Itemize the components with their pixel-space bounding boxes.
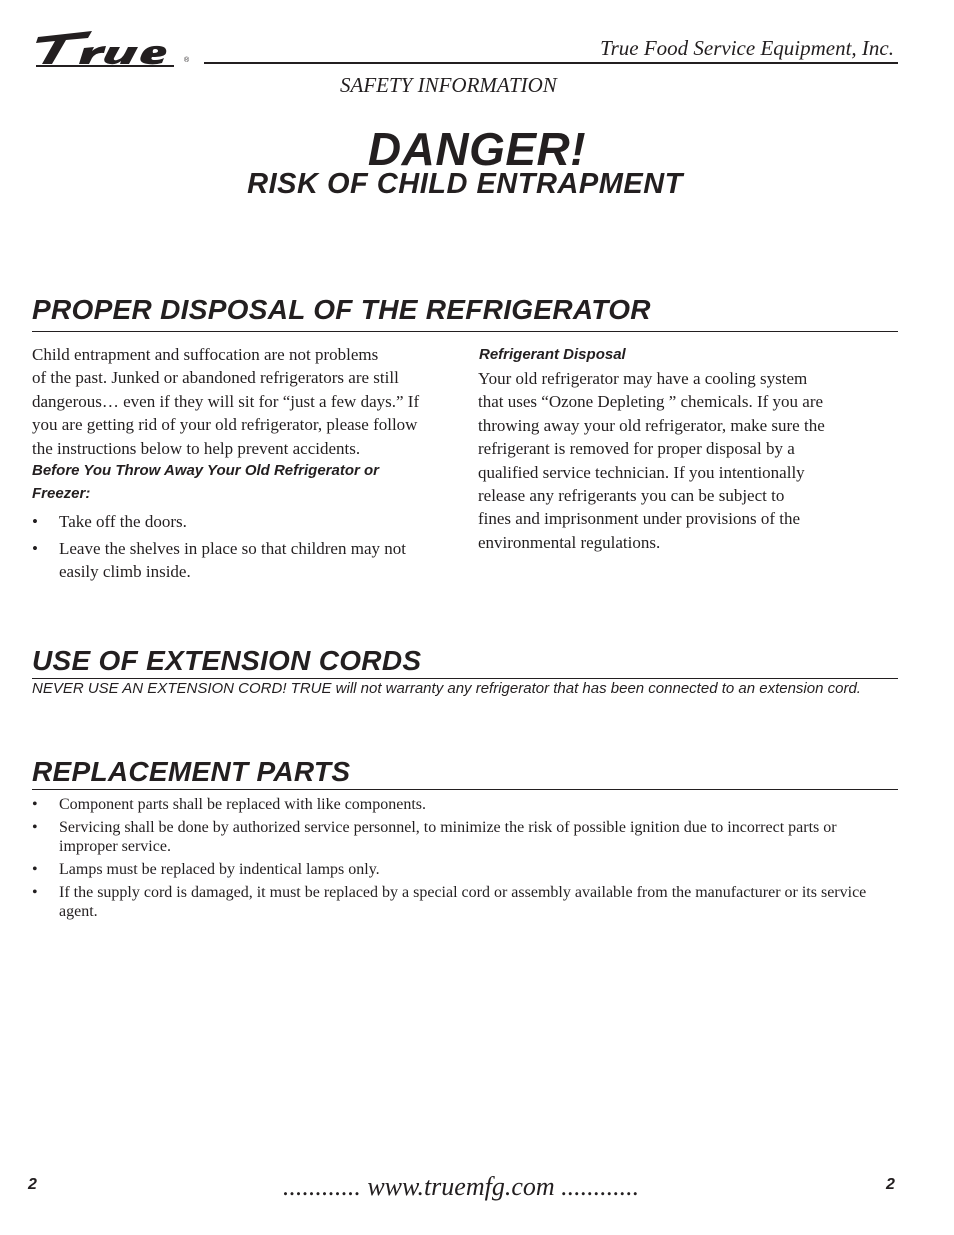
refrigerant-line: qualified service technician. If you intentionally: [478, 462, 805, 482]
refrigerant-line: Your old refrigerator may have a cooling system: [478, 369, 808, 388]
header-rule: [204, 62, 898, 64]
list-item: [32, 795, 898, 814]
danger-subtitle: RISK OF CHILD ENTRAPMENT: [247, 168, 683, 200]
intro-line: you are getting rid of your old refrigerator, please follow: [32, 415, 418, 435]
before-heading-line: Before You Throw Away Your Old Refrigerator or: [32, 462, 379, 479]
registered-mark: ®: [184, 57, 190, 64]
extension-rule: [32, 678, 898, 679]
list-item: [32, 883, 898, 921]
footer-url: ............ www.truemfg.com ............: [282, 1172, 640, 1201]
intro-line: of the past. Junked or abandoned refrigerators are still: [32, 368, 399, 388]
refrigerant-body: [478, 367, 898, 554]
intro-line: dangerous… even if they will sit for “just a few days.” If: [32, 391, 420, 411]
list-item-text: Lamps must be replaced by indentical lamps only.: [59, 861, 380, 878]
true-logo: [34, 28, 199, 70]
bullet-glyph: •: [32, 819, 38, 836]
page-number-right: 2: [886, 1176, 895, 1193]
bullet-glyph: •: [32, 861, 38, 878]
list-item-text: Take off the doors.: [59, 512, 187, 531]
list-item: [32, 860, 898, 879]
page-number-left: 2: [28, 1176, 37, 1193]
list-item-text: Servicing shall be done by authorized service personnel, to minimize the risk of possible ignition due to incorrect parts or improper service.: [59, 819, 837, 855]
intro-line: the instructions below to help prevent accidents.: [32, 438, 361, 458]
list-item: [32, 537, 442, 583]
intro-line: Child entrapment and suffocation are not problems: [32, 345, 379, 364]
before-heading-line: Freezer:: [32, 485, 91, 502]
disposal-heading: PROPER DISPOSAL OF THE REFRIGERATOR: [32, 294, 651, 325]
danger-title: DANGER!: [367, 123, 587, 175]
section-label: SAFETY INFORMATION: [340, 73, 557, 97]
extension-warning: NEVER USE AN EXTENSION CORD! TRUE will not warranty any refrigerator that has been connected to an extension cord.: [32, 680, 861, 697]
bullet-glyph: •: [32, 884, 38, 901]
refrigerant-line: environmental regulations.: [478, 532, 661, 552]
refrigerant-line: that uses “Ozone Depleting ” chemicals. If you are: [478, 392, 824, 412]
replacement-bullets: [32, 795, 898, 925]
list-item-text: Component parts shall be replaced with like components.: [59, 796, 427, 813]
list-item: [32, 818, 898, 856]
disposal-bullets: [32, 510, 442, 587]
bullet-glyph: •: [32, 796, 38, 813]
refrigerant-line: release any refrigerants you can be subject to: [478, 486, 785, 506]
refrigerant-line: fines and imprisonment under provisions of the: [478, 509, 801, 529]
disposal-rule: [32, 331, 898, 332]
list-item-text: Leave the shelves in place so that children may not easily climb inside.: [59, 539, 406, 581]
disposal-intro: [32, 343, 452, 460]
list-item: [32, 510, 442, 533]
company-name: True Food Service Equipment, Inc.: [600, 36, 894, 60]
refrigerant-line: throwing away your old refrigerator, make sure the: [478, 415, 825, 435]
bullet-glyph: •: [32, 539, 38, 558]
list-item-text: If the supply cord is damaged, it must be replaced by a special cord or assembly available from the manufacturer or its service agent.: [59, 884, 867, 920]
before-you-throw-heading: [32, 459, 452, 505]
extension-heading: USE OF EXTENSION CORDS: [32, 645, 422, 676]
replacement-rule: [32, 789, 898, 790]
refrigerant-heading: Refrigerant Disposal: [479, 346, 626, 363]
refrigerant-line: refrigerant is removed for proper disposal by a: [478, 439, 795, 459]
true-logo-graphic: [34, 28, 199, 70]
replacement-heading: REPLACEMENT PARTS: [32, 756, 351, 787]
bullet-glyph: •: [32, 512, 38, 531]
